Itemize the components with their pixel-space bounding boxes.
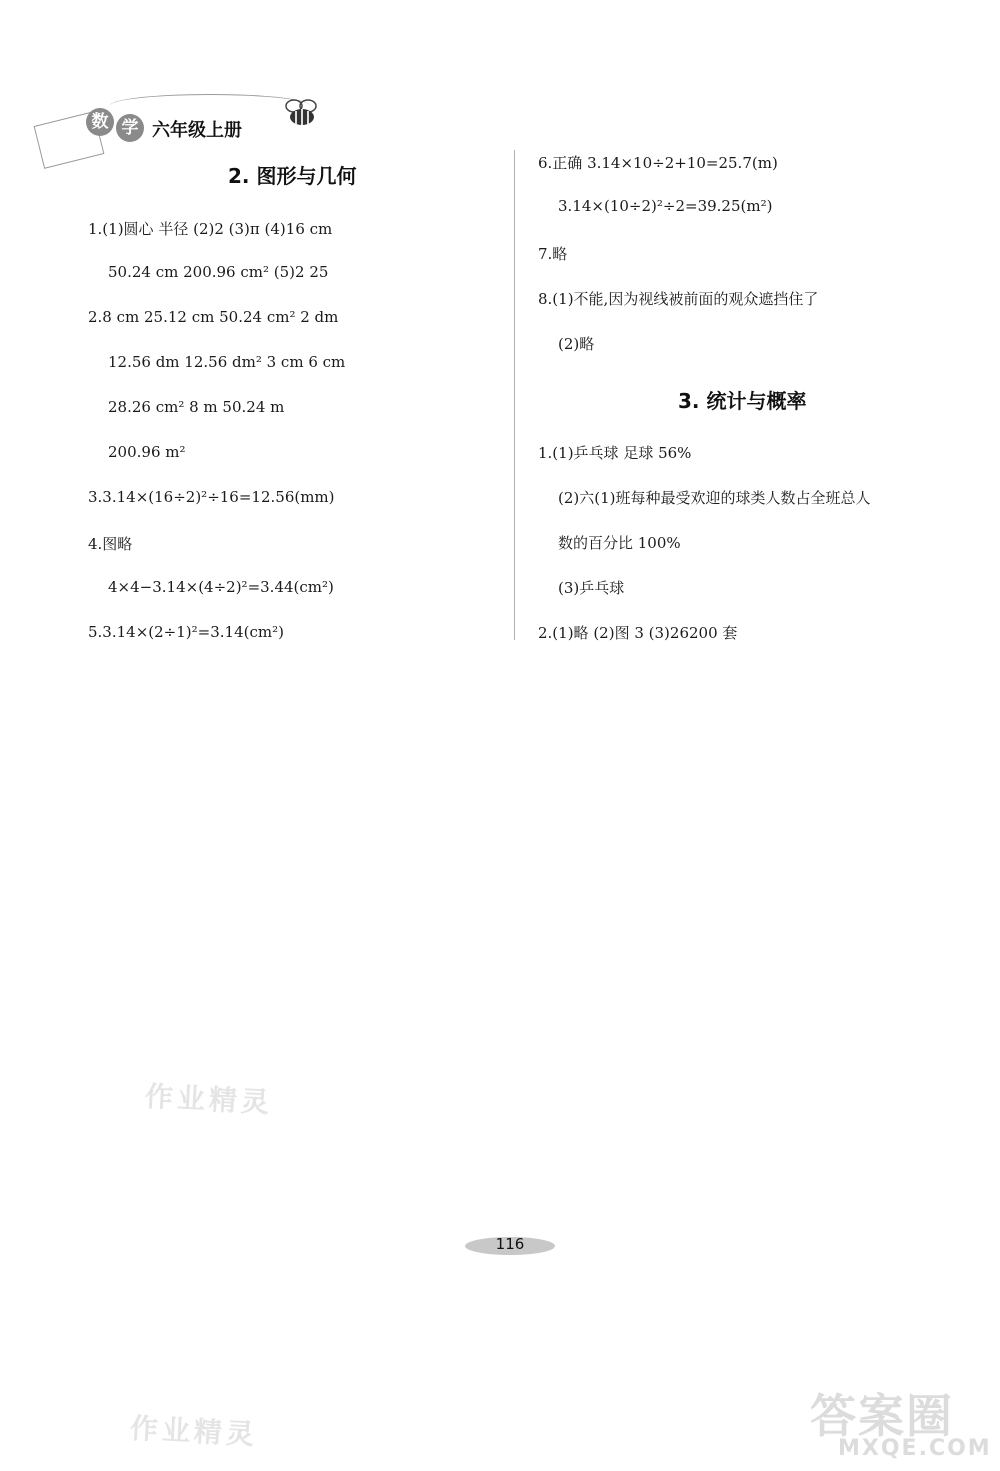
answer-line: 12.56 dm 12.56 dm² 3 cm 6 cm — [108, 353, 346, 371]
header-swoosh-decoration — [110, 94, 310, 117]
subject-badge-1: 数 — [86, 108, 114, 136]
answer-line: 2.8 cm 25.12 cm 50.24 cm² 2 dm — [88, 308, 339, 326]
section-title-statistics: 3. 统计与概率 — [678, 389, 807, 413]
watermark: 作业精灵 — [129, 1411, 259, 1452]
bee-icon — [282, 98, 322, 128]
answer-line: 2.(1)略 (2)图 3 (3)26200 套 — [538, 624, 738, 642]
watermark: 作业精灵 — [144, 1079, 274, 1120]
answer-line: (2)六(1)班每种最受欢迎的球类人数占全班总人 — [558, 489, 871, 507]
section-title-geometry: 2. 图形与几何 — [228, 164, 357, 188]
answer-line: 6.正确 3.14×10÷2+10=25.7(m) — [538, 154, 778, 172]
corner-logo-text: 答案圈 — [810, 1389, 954, 1443]
page-number: 116 — [495, 1235, 525, 1253]
answer-line: 8.(1)不能,因为视线被前面的观众遮挡住了 — [538, 290, 819, 308]
subject-badge-2: 学 — [116, 114, 144, 142]
answer-line: 200.96 m² — [108, 443, 186, 461]
answer-line: 4.图略 — [88, 535, 133, 553]
corner-site-logo — [810, 1380, 990, 1465]
answer-line: 3.14×(10÷2)²÷2=39.25(m²) — [558, 197, 773, 215]
corner-logo-url: MXQE.COM — [838, 1436, 992, 1461]
column-divider — [514, 150, 515, 640]
answer-line: (2)略 — [558, 335, 595, 353]
page-number-badge — [465, 1233, 555, 1259]
answer-line: 4×4−3.14×(4÷2)²=3.44(cm²) — [108, 578, 334, 596]
answer-line: 50.24 cm 200.96 cm² (5)2 25 — [108, 263, 329, 281]
answer-line: 3.3.14×(16÷2)²÷16=12.56(mm) — [88, 488, 335, 506]
grade-label: 六年级上册 — [152, 120, 242, 141]
answer-line: (3)乒乓球 — [558, 579, 625, 597]
answer-line: 7.略 — [538, 245, 568, 263]
answer-line: 数的百分比 100% — [558, 534, 681, 552]
answer-line: 1.(1)圆心 半径 (2)2 (3)π (4)16 cm — [88, 220, 333, 238]
answer-line: 5.3.14×(2÷1)²=3.14(cm²) — [88, 623, 284, 641]
answer-line: 28.26 cm² 8 m 50.24 m — [108, 398, 285, 416]
answer-line: 1.(1)乒乓球 足球 56% — [538, 444, 692, 462]
